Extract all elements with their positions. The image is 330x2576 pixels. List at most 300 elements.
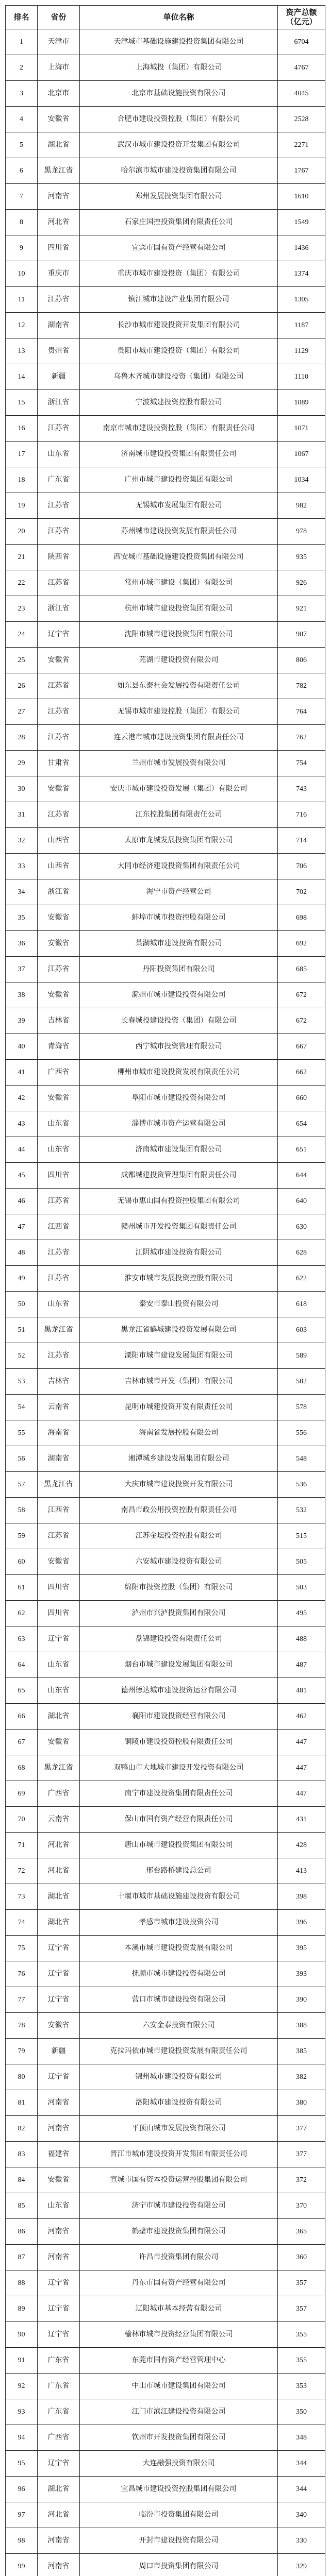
cell-province: 山东省 — [38, 1137, 80, 1163]
table-row — [6, 2167, 325, 2193]
table-row — [6, 1549, 325, 1575]
table-row — [6, 132, 325, 158]
header-assets: 资产总额（亿元） — [278, 6, 325, 29]
cell-company-name: 淄博市城市资产运营有限公司 — [80, 1111, 278, 1137]
table-body — [6, 29, 325, 2576]
cell-province: 四川省 — [38, 1575, 80, 1601]
cell-rank: 56 — [6, 1446, 38, 1472]
cell-assets: 377 — [278, 2142, 325, 2167]
table-row — [6, 2502, 325, 2528]
cell-rank: 34 — [6, 879, 38, 905]
cell-assets: 1071 — [278, 416, 325, 442]
cell-rank: 72 — [6, 1858, 38, 1884]
table-row — [6, 338, 325, 364]
cell-company-name: 如东县东泰社会发展投资有限责任公司 — [80, 673, 278, 699]
cell-assets: 578 — [278, 1395, 325, 1420]
cell-company-name: 济南城市建设集团有限公司 — [80, 1137, 278, 1163]
table-row — [6, 673, 325, 699]
cell-company-name: 平顶山城市发展投资有限公司 — [80, 2116, 278, 2142]
table-row — [6, 1961, 325, 1987]
cell-province: 安徽省 — [38, 776, 80, 802]
cell-assets: 344 — [278, 2451, 325, 2477]
cell-assets: 622 — [278, 1266, 325, 1292]
cell-assets: 447 — [278, 1755, 325, 1781]
cell-rank: 54 — [6, 1395, 38, 1420]
cell-rank: 93 — [6, 2399, 38, 2425]
cell-company-name: 连云港市城市建设投资集团有限责任公司 — [80, 725, 278, 751]
cell-province: 重庆市 — [38, 261, 80, 287]
table-row — [6, 1730, 325, 1755]
cell-assets: 360 — [278, 2245, 325, 2270]
cell-province: 辽宁省 — [38, 2451, 80, 2477]
cell-rank: 48 — [6, 1240, 38, 1266]
cell-rank: 32 — [6, 828, 38, 854]
cell-province: 山东省 — [38, 442, 80, 467]
cell-province: 辽宁省 — [38, 1626, 80, 1652]
cell-rank: 69 — [6, 1781, 38, 1807]
cell-company-name: 贵阳市城市建设投资（集团）有限公司 — [80, 338, 278, 364]
table-row — [6, 1575, 325, 1601]
cell-company-name: 北京市基础设施投资有限公司 — [80, 81, 278, 107]
cell-rank: 67 — [6, 1730, 38, 1755]
cell-assets: 515 — [278, 1523, 325, 1549]
cell-assets: 393 — [278, 1961, 325, 1987]
cell-assets: 603 — [278, 1317, 325, 1343]
table-row — [6, 1704, 325, 1730]
table-row — [6, 2425, 325, 2451]
table-row — [6, 1034, 325, 1060]
cell-rank: 41 — [6, 1060, 38, 1086]
table-row — [6, 2013, 325, 2039]
cell-company-name: 六安金泰投资有限公司 — [80, 2013, 278, 2039]
cell-assets: 672 — [278, 982, 325, 1008]
cell-rank: 37 — [6, 957, 38, 982]
cell-rank: 20 — [6, 519, 38, 545]
cell-company-name: 湘潭城乡建设发展集团有限公司 — [80, 1446, 278, 1472]
cell-assets: 667 — [278, 1034, 325, 1060]
cell-rank: 16 — [6, 416, 38, 442]
cell-rank: 79 — [6, 2039, 38, 2064]
cell-company-name: 襄阳市建设投资经营有限公司 — [80, 1704, 278, 1730]
cell-assets: 618 — [278, 1292, 325, 1317]
cell-rank: 76 — [6, 1961, 38, 1987]
cell-assets: 926 — [278, 570, 325, 596]
cell-company-name: 南昌市政公用投资控股有限责任公司 — [80, 1498, 278, 1523]
cell-assets: 582 — [278, 1369, 325, 1395]
cell-province: 山东省 — [38, 2193, 80, 2219]
cell-assets: 1436 — [278, 235, 325, 261]
cell-company-name: 黑龙江省鹤城建设投资发展有限公司 — [80, 1317, 278, 1343]
cell-province: 浙江省 — [38, 879, 80, 905]
cell-assets: 377 — [278, 2116, 325, 2142]
table-row — [6, 1343, 325, 1369]
cell-province: 河南省 — [38, 2116, 80, 2142]
ranking-table-container — [5, 5, 325, 2576]
header-row — [6, 6, 325, 29]
cell-rank: 49 — [6, 1266, 38, 1292]
cell-assets: 1187 — [278, 313, 325, 338]
table-row — [6, 107, 325, 132]
cell-province: 江苏省 — [38, 1189, 80, 1214]
cell-rank: 6 — [6, 158, 38, 184]
cell-province: 江苏省 — [38, 673, 80, 699]
cell-company-name: 德州德达城市建设投资运营有限公司 — [80, 1678, 278, 1704]
cell-assets: 340 — [278, 2502, 325, 2528]
cell-assets: 4045 — [278, 81, 325, 107]
cell-province: 陕西省 — [38, 545, 80, 570]
cell-assets: 1305 — [278, 287, 325, 313]
cell-company-name: 海宁市资产经营公司 — [80, 879, 278, 905]
cell-rank: 17 — [6, 442, 38, 467]
cell-assets: 388 — [278, 2013, 325, 2039]
cell-province: 新疆 — [38, 364, 80, 390]
table-row — [6, 2270, 325, 2296]
cell-company-name: 泸州市兴泸投资集团有限公司 — [80, 1601, 278, 1626]
cell-company-name: 南京市城市建设投资控股（集团）有限责任公司 — [80, 416, 278, 442]
cell-company-name: 成都城建投资管理集团有限责任公司 — [80, 1163, 278, 1189]
cell-assets: 630 — [278, 1214, 325, 1240]
cell-assets: 1129 — [278, 338, 325, 364]
cell-company-name: 双鸭山市大地城市建设开发投资有限公司 — [80, 1755, 278, 1781]
cell-assets: 447 — [278, 1781, 325, 1807]
table-row — [6, 2090, 325, 2116]
cell-company-name: 江苏金坛投资控股有限公司 — [80, 1523, 278, 1549]
cell-province: 四川省 — [38, 1601, 80, 1626]
cell-rank: 74 — [6, 1910, 38, 1936]
cell-assets: 481 — [278, 1678, 325, 1704]
cell-company-name: 周口市投资集团有限公司 — [80, 2554, 278, 2576]
cell-province: 黑龙江省 — [38, 1755, 80, 1781]
cell-province: 河南省 — [38, 2245, 80, 2270]
table-row — [6, 1137, 325, 1163]
cell-company-name: 中山市城市建设集团有限公司 — [80, 2374, 278, 2399]
cell-rank: 81 — [6, 2090, 38, 2116]
cell-rank: 21 — [6, 545, 38, 570]
cell-company-name: 巢湖城市建设投资有限公司 — [80, 931, 278, 957]
cell-province: 江苏省 — [38, 570, 80, 596]
cell-rank: 99 — [6, 2554, 38, 2576]
cell-rank: 46 — [6, 1189, 38, 1214]
cell-rank: 1 — [6, 29, 38, 55]
cell-assets: 935 — [278, 545, 325, 570]
cell-company-name: 昆明市城建投资开发有限责任公司 — [80, 1395, 278, 1420]
cell-company-name: 六安城市建设投资有限公司 — [80, 1549, 278, 1575]
cell-assets: 329 — [278, 2554, 325, 2576]
table-row — [6, 648, 325, 673]
cell-assets: 782 — [278, 673, 325, 699]
cell-rank: 27 — [6, 699, 38, 725]
cell-assets: 6704 — [278, 29, 325, 55]
cell-rank: 10 — [6, 261, 38, 287]
table-row — [6, 2528, 325, 2554]
cell-company-name: 临汾市投资集团有限公司 — [80, 2502, 278, 2528]
cell-company-name: 阜阳市城市建设投资有限公司 — [80, 1086, 278, 1111]
cell-province: 辽宁省 — [38, 2270, 80, 2296]
cell-assets: 982 — [278, 493, 325, 519]
cell-assets: 556 — [278, 1420, 325, 1446]
cell-province: 江苏省 — [38, 1240, 80, 1266]
cell-rank: 80 — [6, 2064, 38, 2090]
cell-province: 海南省 — [38, 1420, 80, 1446]
cell-assets: 651 — [278, 1137, 325, 1163]
cell-province: 天津市 — [38, 29, 80, 55]
cell-assets: 754 — [278, 751, 325, 776]
cell-rank: 25 — [6, 648, 38, 673]
cell-assets: 548 — [278, 1446, 325, 1472]
table-row — [6, 2477, 325, 2502]
cell-assets: 685 — [278, 957, 325, 982]
cell-province: 湖南省 — [38, 313, 80, 338]
table-row — [6, 1910, 325, 1936]
cell-company-name: 芜湖市建设投资有限公司 — [80, 648, 278, 673]
table-row — [6, 1395, 325, 1420]
cell-province: 江苏省 — [38, 1523, 80, 1549]
cell-assets: 762 — [278, 725, 325, 751]
cell-company-name: 丹阳投资集团有限公司 — [80, 957, 278, 982]
cell-company-name: 天津城市基础设施建设投资集团有限公司 — [80, 29, 278, 55]
table-row — [6, 854, 325, 879]
cell-company-name: 赣州城市开发投资集团有限责任公司 — [80, 1214, 278, 1240]
cell-province: 安徽省 — [38, 982, 80, 1008]
table-row — [6, 2039, 325, 2064]
cell-company-name: 无锡城市发展集团有限公司 — [80, 493, 278, 519]
table-row — [6, 261, 325, 287]
cell-province: 安徽省 — [38, 905, 80, 931]
cell-company-name: 宜宾市国有资产经营有限公司 — [80, 235, 278, 261]
cell-assets: 714 — [278, 828, 325, 854]
cell-rank: 42 — [6, 1086, 38, 1111]
cell-province: 辽宁省 — [38, 1987, 80, 2013]
cell-company-name: 郑州发展投资集团有限公司 — [80, 184, 278, 210]
cell-province: 山西省 — [38, 828, 80, 854]
table-row — [6, 879, 325, 905]
cell-province: 江苏省 — [38, 519, 80, 545]
cell-company-name: 江阴城市建设投资有限公司 — [80, 1240, 278, 1266]
cell-province: 辽宁省 — [38, 1936, 80, 1961]
cell-company-name: 克拉玛依市城市建设投资发展有限责任公司 — [80, 2039, 278, 2064]
table-row — [6, 313, 325, 338]
cell-company-name: 宁波城建投资控股有限公司 — [80, 390, 278, 416]
table-row — [6, 1111, 325, 1137]
table-row — [6, 2219, 325, 2245]
cell-province: 四川省 — [38, 1163, 80, 1189]
cell-assets: 365 — [278, 2219, 325, 2245]
cell-assets: 488 — [278, 1626, 325, 1652]
cell-assets: 662 — [278, 1060, 325, 1086]
cell-company-name: 柳州市城市建设投资发展有限责任公司 — [80, 1060, 278, 1086]
cell-rank: 22 — [6, 570, 38, 596]
cell-assets: 644 — [278, 1163, 325, 1189]
table-row — [6, 725, 325, 751]
cell-assets: 692 — [278, 931, 325, 957]
cell-rank: 68 — [6, 1755, 38, 1781]
cell-rank: 2 — [6, 55, 38, 81]
cell-company-name: 孝感市城市建设投资公司 — [80, 1910, 278, 1936]
cell-province: 湖北省 — [38, 2477, 80, 2502]
cell-rank: 3 — [6, 81, 38, 107]
table-row — [6, 2116, 325, 2142]
cell-company-name: 西宁城市投资管理有限公司 — [80, 1034, 278, 1060]
cell-assets: 1610 — [278, 184, 325, 210]
cell-province: 黑龙江省 — [38, 1317, 80, 1343]
cell-rank: 94 — [6, 2425, 38, 2451]
cell-province: 安徽省 — [38, 931, 80, 957]
cell-province: 山东省 — [38, 1292, 80, 1317]
cell-rank: 8 — [6, 210, 38, 235]
table-row — [6, 1678, 325, 1704]
cell-company-name: 邢台路桥建设总公司 — [80, 1858, 278, 1884]
cell-company-name: 大同市经济建设投资集团有限责任公司 — [80, 854, 278, 879]
cell-company-name: 烟台市城市建设发展集团有限公司 — [80, 1652, 278, 1678]
cell-assets: 672 — [278, 1008, 325, 1034]
cell-province: 河北省 — [38, 2502, 80, 2528]
cell-company-name: 石家庄国控投资集团有限责任公司 — [80, 210, 278, 235]
header-province: 省份 — [38, 6, 80, 29]
cell-rank: 47 — [6, 1214, 38, 1240]
cell-assets: 536 — [278, 1472, 325, 1498]
table-row — [6, 184, 325, 210]
cell-assets: 431 — [278, 1807, 325, 1833]
cell-rank: 96 — [6, 2477, 38, 2502]
table-row — [6, 751, 325, 776]
cell-company-name: 唐山市城市建设投资集团有限公司 — [80, 1833, 278, 1858]
cell-assets: 532 — [278, 1498, 325, 1523]
table-row — [6, 390, 325, 416]
cell-company-name: 宜昌城市建设投资控股集团有限公司 — [80, 2477, 278, 2502]
table-row — [6, 2554, 325, 2576]
cell-province: 安徽省 — [38, 1549, 80, 1575]
cell-province: 广东省 — [38, 2374, 80, 2399]
cell-company-name: 东莞市国有资产经营管理中心 — [80, 2348, 278, 2374]
table-row — [6, 931, 325, 957]
cell-assets: 330 — [278, 2528, 325, 2554]
cell-assets: 702 — [278, 879, 325, 905]
table-row — [6, 2322, 325, 2348]
cell-rank: 82 — [6, 2116, 38, 2142]
cell-province: 安徽省 — [38, 2013, 80, 2039]
table-row — [6, 2399, 325, 2425]
cell-company-name: 蚌埠市城市投资控股有限公司 — [80, 905, 278, 931]
cell-assets: 503 — [278, 1575, 325, 1601]
table-row — [6, 1086, 325, 1111]
table-row — [6, 235, 325, 261]
cell-assets: 978 — [278, 519, 325, 545]
cell-assets: 372 — [278, 2167, 325, 2193]
cell-company-name: 济宁市城市建设投资有限公司 — [80, 2193, 278, 2219]
cell-province: 广东省 — [38, 2348, 80, 2374]
cell-assets: 355 — [278, 2322, 325, 2348]
cell-company-name: 杭州市城市建设投资集团有限公司 — [80, 596, 278, 622]
cell-rank: 30 — [6, 776, 38, 802]
cell-province: 广西省 — [38, 1781, 80, 1807]
cell-province: 广西省 — [38, 2425, 80, 2451]
cell-rank: 15 — [6, 390, 38, 416]
table-row — [6, 545, 325, 570]
cell-assets: 2528 — [278, 107, 325, 132]
cell-rank: 43 — [6, 1111, 38, 1137]
cell-province: 辽宁省 — [38, 1961, 80, 1987]
cell-company-name: 济南城市建设投资集团有限责任公司 — [80, 442, 278, 467]
cell-province: 广东省 — [38, 467, 80, 493]
table-row — [6, 210, 325, 235]
cell-assets: 706 — [278, 854, 325, 879]
table-row — [6, 905, 325, 931]
cell-company-name: 苏州城市建设投资发展有限责任公司 — [80, 519, 278, 545]
table-row — [6, 1214, 325, 1240]
table-row — [6, 1858, 325, 1884]
cell-province: 辽宁省 — [38, 622, 80, 648]
cell-assets: 447 — [278, 1730, 325, 1755]
cell-assets: 390 — [278, 1987, 325, 2013]
cell-rank: 38 — [6, 982, 38, 1008]
table-row — [6, 1781, 325, 1807]
cell-company-name: 许昌市投资集团有限公司 — [80, 2245, 278, 2270]
cell-company-name: 营口市城市建设投资有限公司 — [80, 1987, 278, 2013]
cell-rank: 60 — [6, 1549, 38, 1575]
cell-rank: 31 — [6, 802, 38, 828]
table-row — [6, 364, 325, 390]
cell-province: 湖南省 — [38, 1446, 80, 1472]
cell-assets: 357 — [278, 2270, 325, 2296]
cell-province: 江苏省 — [38, 957, 80, 982]
cell-company-name: 太原市龙城发展投资集团有限公司 — [80, 828, 278, 854]
cell-rank: 62 — [6, 1601, 38, 1626]
cell-province: 山西省 — [38, 854, 80, 879]
cell-rank: 71 — [6, 1833, 38, 1858]
cell-province: 上海市 — [38, 55, 80, 81]
cell-rank: 85 — [6, 2193, 38, 2219]
cell-assets: 1110 — [278, 364, 325, 390]
cell-company-name: 长沙市城市建设投资开发集团有限公司 — [80, 313, 278, 338]
cell-rank: 35 — [6, 905, 38, 931]
cell-rank: 88 — [6, 2270, 38, 2296]
cell-company-name: 溧阳市城市建设发展集团有限公司 — [80, 1343, 278, 1369]
cell-company-name: 丹东市国有资产经营有限公司 — [80, 2270, 278, 2296]
cell-company-name: 武汉市城市建设投资开发集团有限公司 — [80, 132, 278, 158]
cell-province: 河北省 — [38, 1833, 80, 1858]
cell-assets: 395 — [278, 1936, 325, 1961]
cell-province: 河南省 — [38, 2554, 80, 2576]
cell-assets: 350 — [278, 2399, 325, 2425]
cell-rank: 97 — [6, 2502, 38, 2528]
table-row — [6, 1833, 325, 1858]
cell-rank: 28 — [6, 725, 38, 751]
cell-company-name: 钦州市开发投资集团有限公司 — [80, 2425, 278, 2451]
table-row — [6, 1317, 325, 1343]
table-row — [6, 1163, 325, 1189]
table-row — [6, 1884, 325, 1910]
cell-company-name: 开封市建设投资有限公司 — [80, 2528, 278, 2554]
cell-rank: 83 — [6, 2142, 38, 2167]
cell-province: 黑龙江省 — [38, 1472, 80, 1498]
cell-province: 辽宁省 — [38, 2322, 80, 2348]
cell-company-name: 镇江城市建设产业集团有限公司 — [80, 287, 278, 313]
cell-assets: 1549 — [278, 210, 325, 235]
cell-province: 辽宁省 — [38, 2064, 80, 2090]
cell-company-name: 本溪市城市建设投资发展有限公司 — [80, 1936, 278, 1961]
cell-company-name: 宣城市国有资本投资运营控股集团有限公司 — [80, 2167, 278, 2193]
cell-assets: 660 — [278, 1086, 325, 1111]
cell-province: 河南省 — [38, 2090, 80, 2116]
cell-province: 云南省 — [38, 1395, 80, 1420]
cell-company-name: 滁州市城市建设投资有限公司 — [80, 982, 278, 1008]
table-row — [6, 802, 325, 828]
cell-rank: 11 — [6, 287, 38, 313]
cell-rank: 45 — [6, 1163, 38, 1189]
cell-assets: 370 — [278, 2193, 325, 2219]
cell-assets: 716 — [278, 802, 325, 828]
table-row — [6, 2374, 325, 2399]
